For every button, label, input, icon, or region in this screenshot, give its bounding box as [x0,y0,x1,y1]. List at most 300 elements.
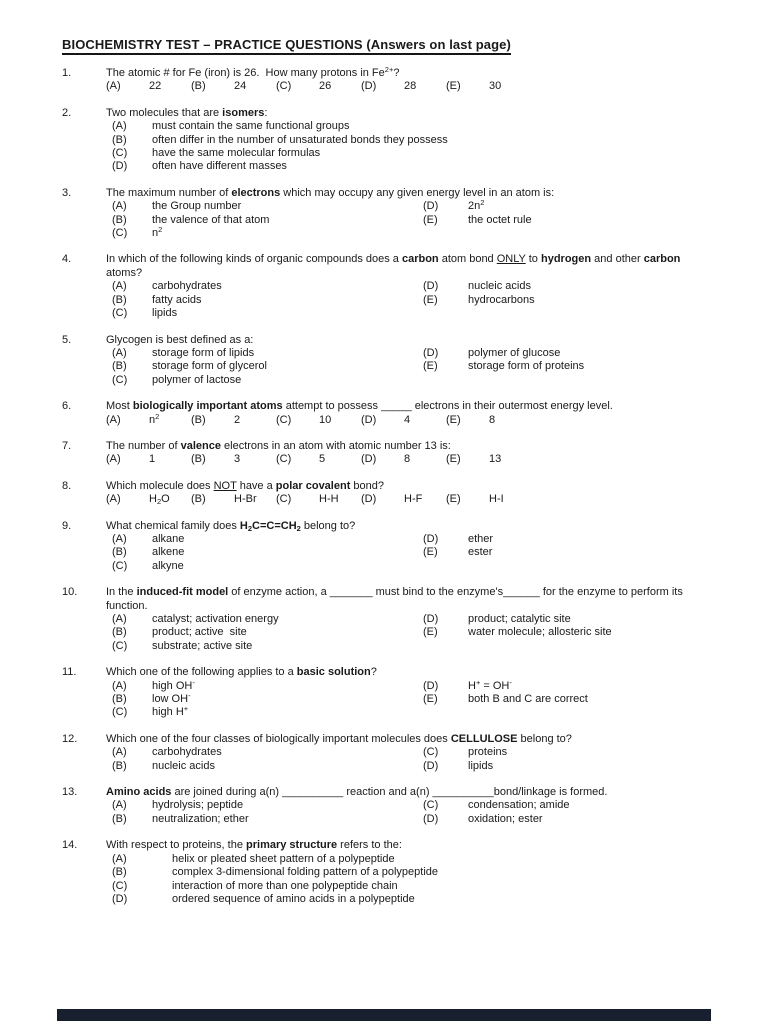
question-prompt [106,839,712,852]
option [106,347,423,360]
option [446,414,531,427]
text-segment: carbohydrates [152,280,222,293]
option [446,80,531,93]
options-left-column [106,533,423,573]
option-text [152,746,423,759]
text-segment: carbon [401,253,439,266]
question-body [106,520,712,574]
text-segment: carbon [643,253,681,266]
option [423,746,712,759]
option [106,760,423,773]
page-title: BIOCHEMISTRY TEST – PRACTICE QUESTIONS (Answers on last page) [62,37,511,55]
option-text [468,626,712,639]
option-text [152,760,423,773]
option [423,360,712,373]
option-letter: (B) [112,759,127,772]
options-columns [106,280,712,320]
question-number: 10. [62,586,78,599]
option-text [404,493,422,506]
option-text [489,453,501,466]
option-letter: (C) [112,559,128,572]
text-segment: What chemical family does [106,519,240,532]
option-text [489,414,495,427]
option-letter: (C) [112,227,128,240]
option [191,453,276,466]
question [62,733,712,773]
text-segment: 30 [489,80,502,93]
option-letter: (A) [112,200,127,213]
option-text [152,799,423,812]
option [423,347,712,360]
option-text [468,347,712,360]
options-columns [106,799,712,826]
text-segment: induced-fit model [136,586,229,599]
option [106,853,712,866]
question-body [106,733,712,773]
text-segment: to [525,253,541,266]
option [106,533,423,546]
text-segment: neutralization; ether [152,812,249,825]
option-letter: (C) [112,706,128,719]
options-row [106,411,712,427]
text-segment: Which molecule does [106,479,214,492]
option-letter: (B) [112,866,127,879]
text-segment: belong to? [517,732,572,745]
option [423,626,712,639]
option-text [468,613,712,626]
option-letter: (A) [112,280,127,293]
option [423,813,712,826]
option [106,307,423,320]
option-text [172,880,712,893]
text-segment: + [183,704,189,714]
option-text [319,493,339,506]
option-text [319,453,325,466]
question-body [106,480,712,507]
option-letter: (D) [112,892,128,905]
option-letter: (A) [112,120,127,133]
question [62,253,712,320]
text-segment: ester [468,546,493,559]
text-segment: 8 [404,453,411,466]
text-segment: low OH [152,693,189,706]
option-letter: (D) [423,346,439,359]
option [423,533,712,546]
text-segment: nucleic acids [468,280,531,293]
text-segment: are joined during a(n) __________ reaction and a(n) __________bond/linkage is formed. [171,786,608,799]
options-left-column [106,677,423,720]
text-segment: 2 [156,497,162,507]
option-letter: (E) [423,626,438,639]
text-segment: n [149,413,156,426]
text-segment: H-F [404,493,423,506]
option-text [152,613,423,626]
option [106,120,712,133]
option-letter: (A) [106,413,121,426]
text-segment: attempt to possess _____ electrons in their outermost energy level. [282,400,613,413]
text-segment: often differ in the number of unsaturated bonds they possess [152,133,448,146]
question-prompt [106,187,712,200]
question-body [106,253,712,320]
text-segment: alkyne [152,559,184,572]
text-segment: Amino acids [106,786,172,799]
text-segment: of enzyme action, a _______ must bind to the enzyme's______ for the enzyme to perform its function. [106,586,683,612]
question-body [106,334,712,388]
text-segment: 4 [404,413,411,426]
question-body [106,67,712,94]
text-segment: must contain the same functional groups [152,120,350,133]
options-row [106,80,712,93]
option [423,294,712,307]
option [276,453,361,466]
text-segment: product; active site [152,626,247,639]
question [62,334,712,388]
text-segment: interaction of more than one polypeptide chain [172,879,398,892]
text-segment: both B and C are correct [468,693,588,706]
option-letter: (C) [276,80,292,93]
option-text [152,626,423,639]
question-prompt [106,586,712,613]
option [423,760,712,773]
option-letter: (A) [112,852,127,865]
option-text [152,360,423,373]
option [361,80,446,93]
options-columns [106,677,712,720]
text-segment: NOT [213,479,237,492]
option-text [152,160,712,173]
text-segment: storage form of lipids [152,346,255,359]
option [106,546,423,559]
option-letter: (D) [423,759,439,772]
question [62,586,712,653]
text-segment: 2 [480,198,485,208]
options-columns [106,613,712,653]
text-segment: The maximum number of [106,186,232,199]
option-letter: (D) [423,812,439,825]
option-text [152,347,423,360]
question-prompt [106,520,712,533]
text-segment: biologically important atoms [132,400,283,413]
options-row [106,453,712,466]
option-text [468,280,712,293]
option [423,280,712,293]
option-text [468,200,712,213]
option-letter: (A) [112,799,127,812]
question-body [106,839,712,906]
option-text [152,533,423,546]
option-letter: (D) [423,200,439,213]
option-text [152,677,423,693]
options-left-column [106,746,423,773]
option [106,160,712,173]
question-prompt [106,334,712,347]
text-segment: ONLY [496,253,526,266]
option-text [152,693,423,706]
option [106,134,712,147]
text-segment: ? [370,666,377,679]
text-segment: The atomic # for Fe (iron) is 26. How many protons in Fe [106,67,385,79]
question-number: 4. [62,253,72,266]
option-text [468,746,712,759]
question [62,67,712,94]
question [62,839,712,906]
option-text [149,411,160,427]
option-text [152,134,712,147]
option-letter: (A) [112,346,127,359]
option [106,893,712,906]
options-columns [106,533,712,573]
option-text [172,866,712,879]
question [62,520,712,574]
text-segment: have the same molecular formulas [152,147,321,160]
text-segment: ether [468,532,494,545]
option-text [234,80,246,93]
option-letter: (C) [423,799,439,812]
text-segment: storage form of proteins [468,360,585,373]
option-text [468,214,712,227]
text-segment: have a [236,479,276,492]
text-segment: lipids [468,759,494,772]
option-text [468,533,712,546]
option [361,453,446,466]
text-segment: hydrogen [540,253,592,266]
text-segment: belong to? [300,519,356,532]
text-segment: C=C=CH [252,519,297,532]
text-segment: oxidation; ester [468,812,543,825]
option-letter: (B) [191,493,206,506]
text-segment: 2+ [384,65,394,74]
question [62,666,712,720]
question-number: 9. [62,519,72,532]
text-segment: 10 [319,413,332,426]
option-letter: (C) [112,879,128,892]
question-prompt [106,440,712,453]
page-content [62,36,712,919]
option-text [152,120,712,133]
option [106,626,423,639]
text-segment: valence [180,439,221,452]
options-right-column [423,799,712,826]
option-text [172,853,712,866]
question [62,440,712,467]
option [191,80,276,93]
text-segment: atoms? [106,266,143,279]
page-bottom-bar [57,1009,711,1021]
option [106,493,191,506]
option [276,80,361,93]
text-segment: Most [106,400,133,413]
options-right-column [423,613,712,653]
option [106,706,423,719]
question-prompt [106,786,712,799]
option-letter: (A) [112,532,127,545]
text-segment: polymer of glucose [468,346,561,359]
text-segment: 8 [489,413,496,426]
option [106,280,423,293]
option-text [152,374,423,387]
text-segment: Two molecules that are [106,106,223,119]
option-letter: (B) [112,812,127,825]
option-letter: (A) [106,80,121,93]
options-left-column [106,613,423,653]
question-body [106,400,712,427]
option [106,640,423,653]
text-segment: 2n [468,200,481,213]
question-prompt [106,733,712,746]
option-letter: (D) [423,532,439,545]
option-text [152,307,423,320]
options-row [106,493,712,506]
question-number: 14. [62,839,78,852]
text-segment: electrons [231,186,281,199]
question-prompt [106,253,712,280]
option [191,493,276,506]
question-prompt [106,107,712,120]
option-letter: (C) [276,413,292,426]
option-letter: (C) [276,453,292,466]
text-segment: and other [591,253,644,266]
option-text [468,813,712,826]
text-segment: often have different masses [152,160,287,173]
option-text [468,677,712,693]
text-segment: H-H [319,493,339,506]
text-segment: polar covalent [275,479,351,492]
option-text [152,280,423,293]
option [106,453,191,466]
text-segment: - [509,677,512,687]
option-letter: (A) [112,679,127,692]
option [106,227,423,240]
text-segment: 2 [296,523,301,533]
text-segment: The number of [106,439,181,452]
option-letter: (C) [112,307,128,320]
text-segment: proteins [468,746,508,759]
option-letter: (D) [361,80,377,93]
text-segment: 1 [149,453,156,466]
text-segment: catalyst; activation energy [152,613,279,625]
text-segment: 2 [158,225,163,235]
text-segment: lipids [152,307,178,320]
question-body [106,586,712,653]
question [62,107,712,174]
text-segment: the Group number [152,200,242,213]
text-segment: H-I [489,493,504,506]
option-letter: (D) [423,280,439,293]
option [106,374,423,387]
options-left-column [106,799,423,826]
option [106,214,423,227]
option [106,560,423,573]
option-letter: (B) [112,293,127,306]
option-text [152,706,423,719]
text-segment: high OH [152,679,193,692]
question-number: 6. [62,400,72,413]
question [62,480,712,507]
option [423,799,712,812]
option-text [468,294,712,307]
question-prompt [106,400,712,413]
option-letter: (D) [361,453,377,466]
text-segment: isomers [222,106,265,119]
option-text [149,453,155,466]
option-text [149,80,161,93]
option [423,677,712,693]
option-text [234,493,257,506]
option [446,453,531,466]
option [106,200,423,213]
text-segment: 13 [489,453,502,466]
question [62,187,712,241]
text-segment: bond? [350,479,385,492]
option-letter: (E) [446,80,461,93]
option [106,866,712,879]
option-text [234,414,240,427]
option-letter: (B) [191,453,206,466]
option-letter: (A) [106,453,121,466]
question-prompt [106,666,712,679]
option-letter: (B) [112,213,127,226]
option [423,613,712,626]
option-letter: (C) [112,639,128,652]
question [62,400,712,427]
question-body [106,666,712,720]
options-columns [106,200,712,240]
option-letter: (C) [423,746,439,759]
question-number: 1. [62,67,72,79]
option-letter: (C) [112,147,128,160]
option [106,80,191,93]
text-segment: - [192,677,195,687]
option [106,294,423,307]
option-text [152,813,423,826]
text-segment: 28 [404,80,417,93]
option-letter: (C) [276,493,292,506]
text-segment: electrons in an atom with atomic number 13 is: [220,439,451,452]
options-left-column [106,280,423,320]
text-segment: which may occupy any given energy level in an atom is: [280,186,555,199]
option [191,414,276,427]
option-letter: (D) [423,613,439,625]
option-letter: (E) [446,413,461,426]
option-text [234,453,240,466]
option-letter: (B) [112,546,127,559]
option [106,693,423,706]
option-text [319,414,331,427]
option [106,746,423,759]
text-segment: fatty acids [152,293,202,306]
text-segment: water molecule; allosteric site [468,626,612,639]
text-segment: atom bond [438,253,497,266]
option-text [489,493,504,506]
question-body [106,440,712,467]
text-segment: CELLULOSE [450,732,518,745]
option-letter: (E) [423,293,438,306]
question-number: 13. [62,786,78,799]
text-segment: O [161,493,170,506]
text-segment: 24 [234,80,247,93]
text-segment: n [152,227,159,240]
option [276,414,361,427]
options-columns [106,746,712,773]
option-text [152,640,423,653]
option-text [149,493,170,506]
option-text [152,214,423,227]
text-segment: + [475,677,481,687]
question-number: 7. [62,439,72,452]
option-text [152,560,423,573]
text-segment: product; catalytic site [468,613,571,625]
text-segment: 26 [319,80,332,93]
